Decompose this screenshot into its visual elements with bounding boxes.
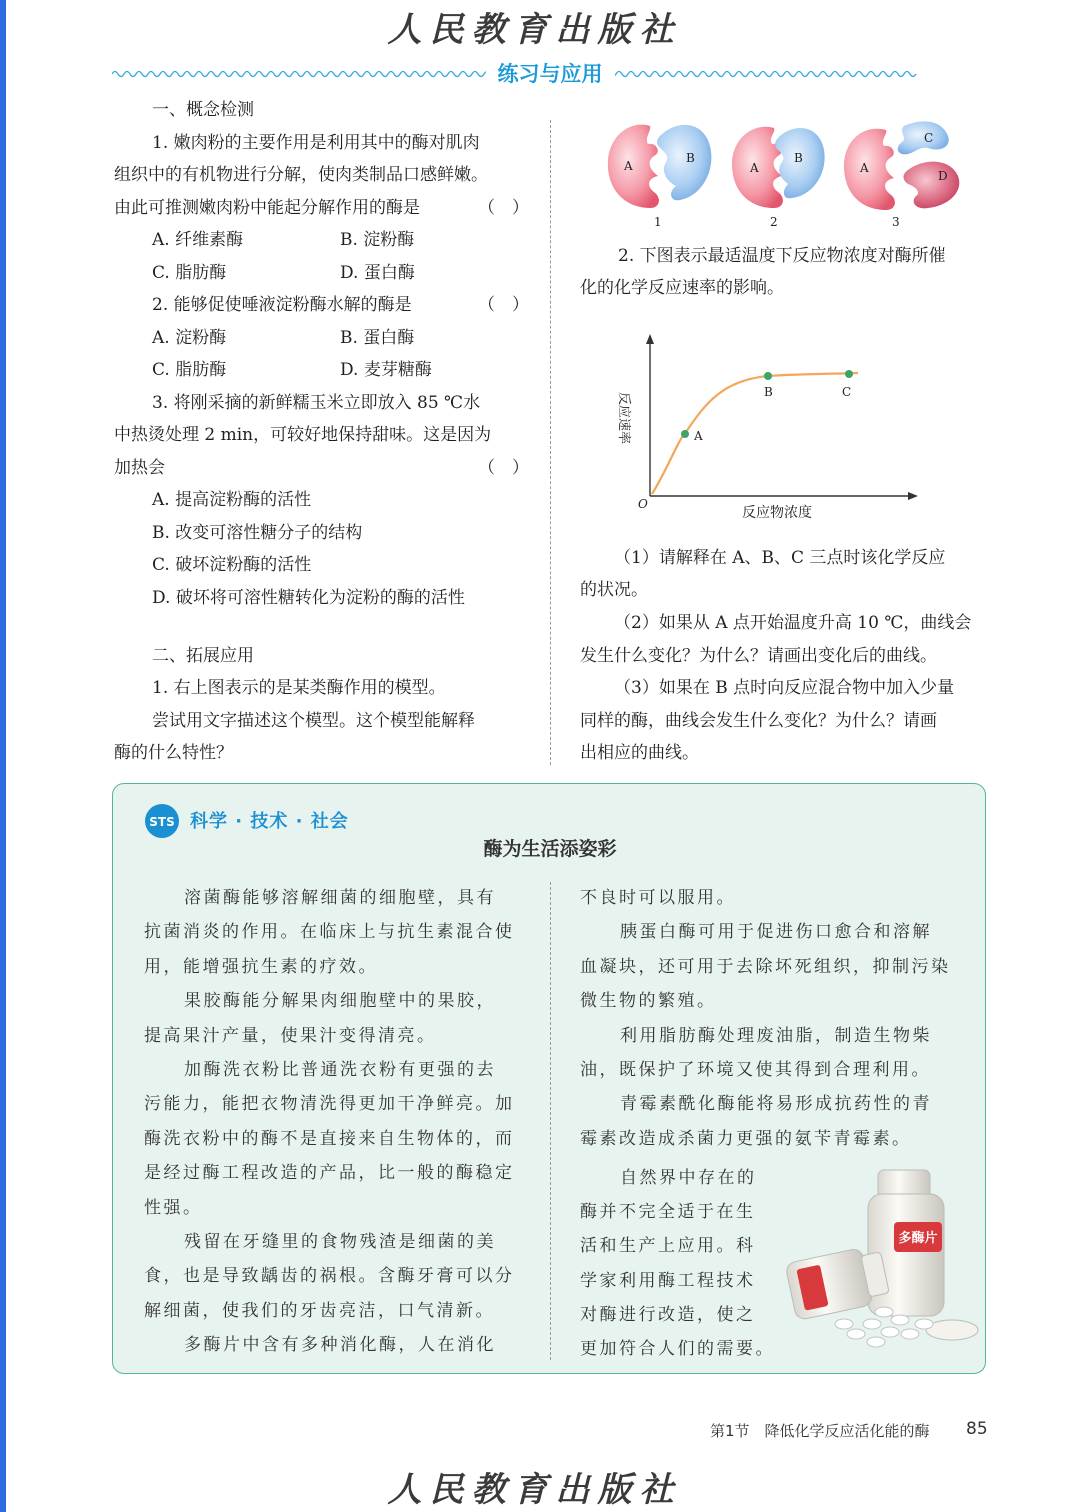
diagram-number-3: 3 (892, 215, 900, 229)
q1-line-2: 组织中的有机物进行分解，使肉类制品口感鲜嫩。 (114, 165, 488, 185)
y-axis-arrow (646, 334, 654, 344)
subq-line-6: 同样的酶，曲线会发生什么变化？为什么？请画 (580, 711, 937, 731)
part1-heading: 一、概念检测 (152, 100, 254, 120)
page-edge-bar (0, 0, 6, 1512)
q2-option-c: C. 脂肪酶 (152, 360, 227, 380)
subq-line-1: （1）请解释在 A、B、C 三点时该化学反应 (614, 548, 946, 568)
point-b-marker (764, 372, 772, 380)
sts-right-line-2: 胰蛋白酶可用于促进伤口愈合和溶解 (620, 922, 932, 942)
q1-option-c: C. 脂肪酶 (152, 263, 227, 283)
diagram-label-c: C (924, 131, 934, 145)
point-a-label: A (694, 429, 703, 443)
sts-left-line-4: 果胶酶能分解果肉细胞壁中的果胶， (184, 991, 496, 1011)
bottle-label: 多酶片 (898, 1231, 938, 1246)
footer-section-title: 第1节 降低化学反应活化能的酶 (710, 1422, 930, 1440)
part2-q1-line-1: 1. 右上图表示的是某类酶作用的模型。 (152, 678, 446, 698)
q1-option-a: A. 纤维素酶 (152, 230, 244, 250)
sts-label: 科学 · 技术 · 社会 (190, 811, 349, 832)
q2-answer-bracket: （ ） (478, 295, 529, 315)
sts-left-line-3: 用，能增强抗生素的疗效。 (144, 957, 378, 977)
q2-option-b: B. 蛋白酶 (340, 328, 415, 348)
subq-line-3: （2）如果从 A 点开始温度升高 10 ℃，曲线会 (614, 613, 972, 633)
sts-left-line-5: 提高果汁产量，使果汁变得清亮。 (144, 1026, 437, 1046)
origin-label: O (638, 497, 648, 511)
q3-line-3: 加热会 (114, 458, 165, 478)
q1-line-3: 由此可推测嫩肉粉中能起分解作用的酶是 (114, 198, 420, 218)
diagram-number-2: 2 (770, 215, 778, 229)
q3-option-c: C. 破坏淀粉酶的活性 (152, 555, 312, 575)
sts-left-line-1: 溶菌酶能够溶解细菌的细胞壁，具有 (184, 888, 496, 908)
subq-line-2: 的状况。 (580, 580, 648, 600)
sts-right-line-5: 利用脂肪酶处理废油脂，制造生物柴 (620, 1026, 932, 1046)
q3-option-b: B. 改变可溶性糖分子的结构 (152, 523, 363, 543)
enzyme-tablets-image (784, 1162, 984, 1352)
q3-answer-bracket: （ ） (478, 458, 529, 478)
part2-heading: 二、拓展应用 (152, 646, 254, 666)
q2-option-a: A. 淀粉酶 (152, 328, 227, 348)
q3-option-a: A. 提高淀粉酶的活性 (152, 490, 312, 510)
sts-left-line-13: 解细菌，使我们的牙齿亮洁，口气清新。 (144, 1301, 495, 1321)
sts-right-line-12: 学家利用酶工程技术 (580, 1271, 756, 1291)
diagram-number-1: 1 (654, 215, 662, 229)
sts-left-line-11: 残留在牙缝里的食物残渣是细菌的美 (184, 1232, 496, 1252)
q1-line-1: 1. 嫩肉粉的主要作用是利用其中的酶对肌肉 (152, 133, 480, 153)
part2-q1-line-3: 酶的什么特性？ (114, 743, 233, 763)
sts-right-line-11: 活和生产上应用。科 (580, 1236, 756, 1256)
q2-line-1: 2. 能够促使唾液淀粉酶水解的酶是 (152, 295, 412, 315)
q3-line-2: 中热烫处理 2 min，可较好地保持甜味。这是因为 (114, 425, 492, 445)
subq-line-4: 发生什么变化？为什么？请画出变化后的曲线。 (580, 646, 937, 666)
sts-right-line-10: 酶并不完全适于在生 (580, 1202, 756, 1222)
sts-right-line-3: 血凝块，还可用于去除坏死组织，抑制污染 (580, 957, 951, 977)
publisher-watermark-bottom: 人民教育出版社 (387, 1470, 682, 1510)
diagram-label-a1: A (624, 159, 633, 173)
sts-right-line-6: 油，既保护了环境又使其得到合理利用。 (580, 1060, 931, 1080)
sts-right-line-13: 对酶进行改造，使之 (580, 1305, 756, 1325)
point-c-label: C (842, 385, 852, 399)
diagram-label-b1: B (686, 151, 695, 165)
subq-line-5: （3）如果在 B 点时向反应混合物中加入少量 (614, 678, 955, 698)
publisher-watermark-top: 人民教育出版社 (387, 10, 682, 50)
sts-right-line-1: 不良时可以服用。 (580, 888, 736, 908)
diagram-label-d: D (938, 169, 948, 183)
diagram-label-b2: B (794, 151, 803, 165)
sts-left-line-9: 是经过酶工程改造的产品，比一般的酶稳定 (144, 1163, 515, 1183)
sts-right-line-8: 霉素改造成杀菌力更强的氨苄青霉素。 (580, 1129, 912, 1149)
part2-q1-line-2: 尝试用文字描述这个模型。这个模型能解释 (152, 711, 475, 731)
svg-text:STS: STS (149, 815, 175, 829)
point-a-marker (681, 430, 689, 438)
part2-q2-line-1: 2. 下图表示最适温度下反应物浓度对酶所催 (618, 246, 946, 266)
section-header (112, 58, 988, 90)
q3-option-d: D. 破坏将可溶性糖转化为淀粉的酶的活性 (152, 588, 465, 608)
diagram-label-a2: A (750, 161, 759, 175)
sts-title: 酶为生活添姿彩 (483, 838, 617, 860)
column-divider (550, 120, 551, 765)
substrate-b-shape-1 (657, 125, 711, 200)
section-title: 练习与应用 (486, 62, 615, 86)
reaction-rate-graph (606, 328, 926, 528)
product-d-shape (904, 162, 960, 209)
enzyme-a-shape-1 (608, 125, 659, 208)
sts-left-line-7: 污能力，能把衣物清洗得更加干净鲜亮。加 (144, 1094, 515, 1114)
q1-answer-bracket: （ ） (478, 198, 529, 218)
sts-left-line-10: 性强。 (144, 1198, 203, 1218)
q2-option-d: D. 麦芽糖酶 (340, 360, 432, 380)
enzyme-a-shape-3 (844, 129, 895, 210)
point-b-label: B (764, 385, 773, 399)
sts-right-line-7: 青霉素酰化酶能将易形成抗药性的青 (620, 1094, 932, 1114)
q3-line-1: 3. 将刚采摘的新鲜糯玉米立即放入 85 ℃水 (152, 393, 481, 413)
sts-column-divider (550, 882, 551, 1360)
sts-left-line-6: 加酶洗衣粉比普通洗衣粉有更强的去 (184, 1060, 496, 1080)
page-number: 85 (966, 1419, 988, 1439)
q1-option-d: D. 蛋白酶 (340, 263, 415, 283)
x-axis-arrow (908, 492, 918, 500)
sts-left-line-14: 多酶片中含有多种消化酶，人在消化 (184, 1335, 496, 1355)
sts-right-line-14: 更加符合人们的需要。 (580, 1339, 775, 1359)
sts-right-line-4: 微生物的繁殖。 (580, 991, 717, 1011)
part2-q2-line-2: 化的化学反应速率的影响。 (580, 278, 784, 298)
sts-left-line-2: 抗菌消炎的作用。在临床上与抗生素混合使 (144, 922, 515, 942)
sts-left-line-12: 食，也是导致龋齿的祸根。含酶牙膏可以分 (144, 1266, 515, 1286)
x-axis-label: 反应物浓度 (742, 505, 812, 521)
diagram-label-a3: A (860, 161, 869, 175)
enzyme-model-diagram (598, 112, 978, 234)
sts-left-line-8: 酶洗衣粉中的酶不是直接来自生物体的，而 (144, 1129, 515, 1149)
q1-option-b: B. 淀粉酶 (340, 230, 415, 250)
subq-line-7: 出相应的曲线。 (580, 743, 699, 763)
point-c-marker (845, 370, 853, 378)
y-axis-label: 反应速率 (616, 392, 631, 445)
sts-right-line-9: 自然界中存在的 (620, 1168, 757, 1188)
